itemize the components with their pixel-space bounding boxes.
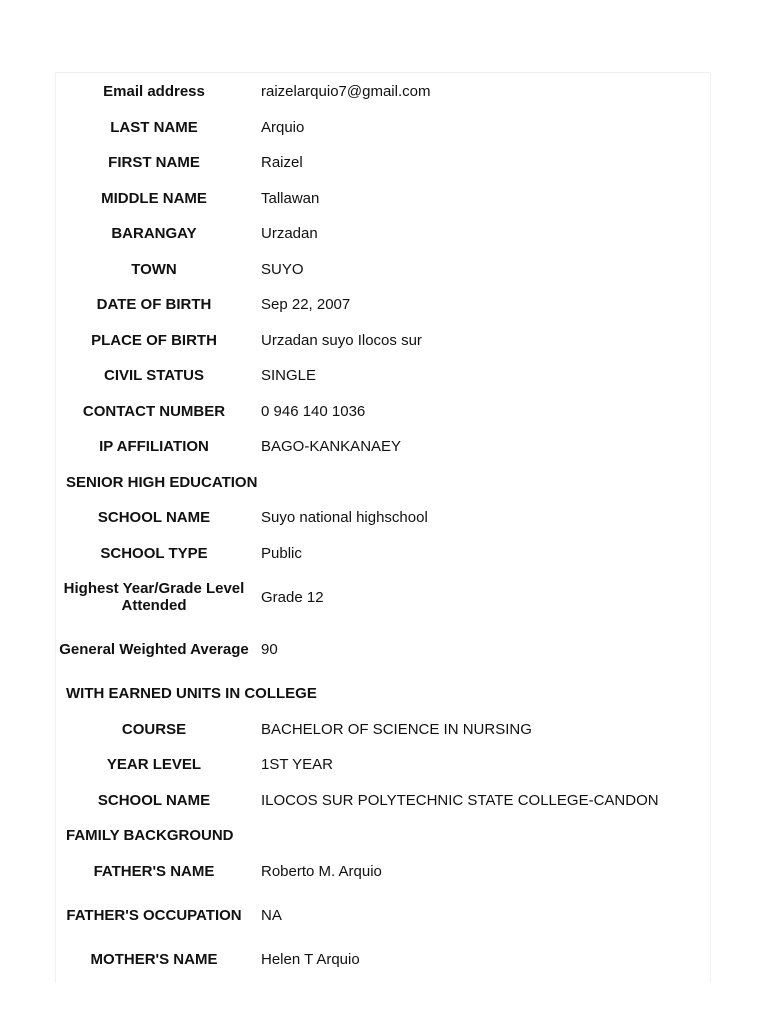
field-row-email: [56, 74, 710, 110]
field-row-year-level: [56, 747, 710, 783]
field-value: ILOCOS SUR POLYTECHNIC STATE COLLEGE-CANDON: [261, 791, 659, 809]
field-row-place-of-birth: [56, 323, 710, 359]
field-value: Tallawan: [261, 189, 320, 207]
field-value: Sep 22, 2007: [261, 296, 351, 314]
field-value: SINGLE: [261, 367, 317, 385]
field-value: Arquio: [261, 118, 305, 136]
field-label: DATE OF BIRTH: [96, 296, 212, 314]
field-label: PLACE OF BIRTH: [91, 331, 217, 349]
field-value: Grade 12: [261, 588, 324, 606]
field-row-civil-status: [56, 358, 710, 394]
field-value: 0 946 140 1036: [261, 402, 366, 420]
form-rows: [56, 74, 710, 977]
field-label: Highest Year/Grade Level Attended: [63, 580, 245, 615]
field-row-contact-number: [56, 394, 710, 430]
field-row-shs-school-type: [56, 536, 710, 572]
field-label: SCHOOL NAME: [97, 509, 211, 527]
section-heading: SENIOR HIGH EDUCATION: [66, 473, 258, 491]
field-label: COURSE: [121, 720, 187, 738]
field-value: raizelarquio7@gmail.com: [261, 83, 431, 101]
field-row-ip-affiliation: [56, 429, 710, 465]
field-row-date-of-birth: [56, 287, 710, 323]
field-value: BACHELOR OF SCIENCE IN NURSING: [261, 720, 532, 738]
field-value: 1ST YEAR: [261, 756, 333, 774]
field-label: MOTHER'S NAME: [90, 950, 218, 968]
field-row-fathers-occupation: [56, 889, 710, 942]
field-label: MIDDLE NAME: [101, 189, 207, 207]
field-value: Urzadan suyo Ilocos sur: [261, 331, 422, 349]
field-label: TOWN: [131, 260, 177, 278]
field-label: LAST NAME: [110, 118, 198, 136]
section-heading: WITH EARNED UNITS IN COLLEGE: [66, 685, 317, 703]
field-row-course: [56, 712, 710, 748]
field-label: YEAR LEVEL: [106, 756, 202, 774]
field-value: Helen T Arquio: [261, 950, 360, 968]
field-value: SUYO: [261, 260, 304, 278]
field-label: CIVIL STATUS: [103, 367, 204, 385]
field-value: Public: [261, 544, 302, 562]
field-row-gwa: [56, 624, 710, 677]
field-value: 90: [261, 641, 278, 659]
field-label: SCHOOL TYPE: [100, 544, 208, 562]
field-label: IP AFFILIATION: [99, 438, 209, 456]
field-value: Roberto M. Arquio: [261, 862, 382, 880]
field-row-shs-school-name: [56, 500, 710, 536]
field-value: Urzadan: [261, 225, 318, 243]
field-label: General Weighted Average: [59, 641, 249, 659]
field-value: Raizel: [261, 154, 303, 172]
field-row-highest-grade: [56, 571, 710, 624]
field-label: Email address: [103, 83, 205, 101]
field-label: FIRST NAME: [108, 154, 200, 172]
field-row-first-name: [56, 145, 710, 181]
field-label: FATHER'S NAME: [93, 862, 215, 880]
section-heading-family: [56, 818, 710, 854]
field-row-college-school-name: [56, 783, 710, 819]
field-value: NA: [261, 906, 282, 924]
section-heading: FAMILY BACKGROUND: [66, 827, 234, 845]
field-row-barangay: [56, 216, 710, 252]
field-label: SCHOOL NAME: [97, 791, 211, 809]
section-heading-college: [56, 676, 710, 712]
field-row-fathers-name: [56, 854, 710, 890]
field-row-last-name: [56, 110, 710, 146]
field-row-mothers-name: [56, 942, 710, 978]
field-label: BARANGAY: [111, 225, 197, 243]
field-value: BAGO-KANKANAEY: [261, 438, 402, 456]
field-row-middle-name: [56, 181, 710, 217]
field-row-town: [56, 252, 710, 288]
field-value: Suyo national highschool: [261, 509, 428, 527]
field-label: CONTACT NUMBER: [82, 402, 226, 420]
form-response-card: [55, 72, 711, 983]
field-label: FATHER'S OCCUPATION: [66, 906, 242, 924]
section-heading-senior-high: [56, 465, 710, 501]
